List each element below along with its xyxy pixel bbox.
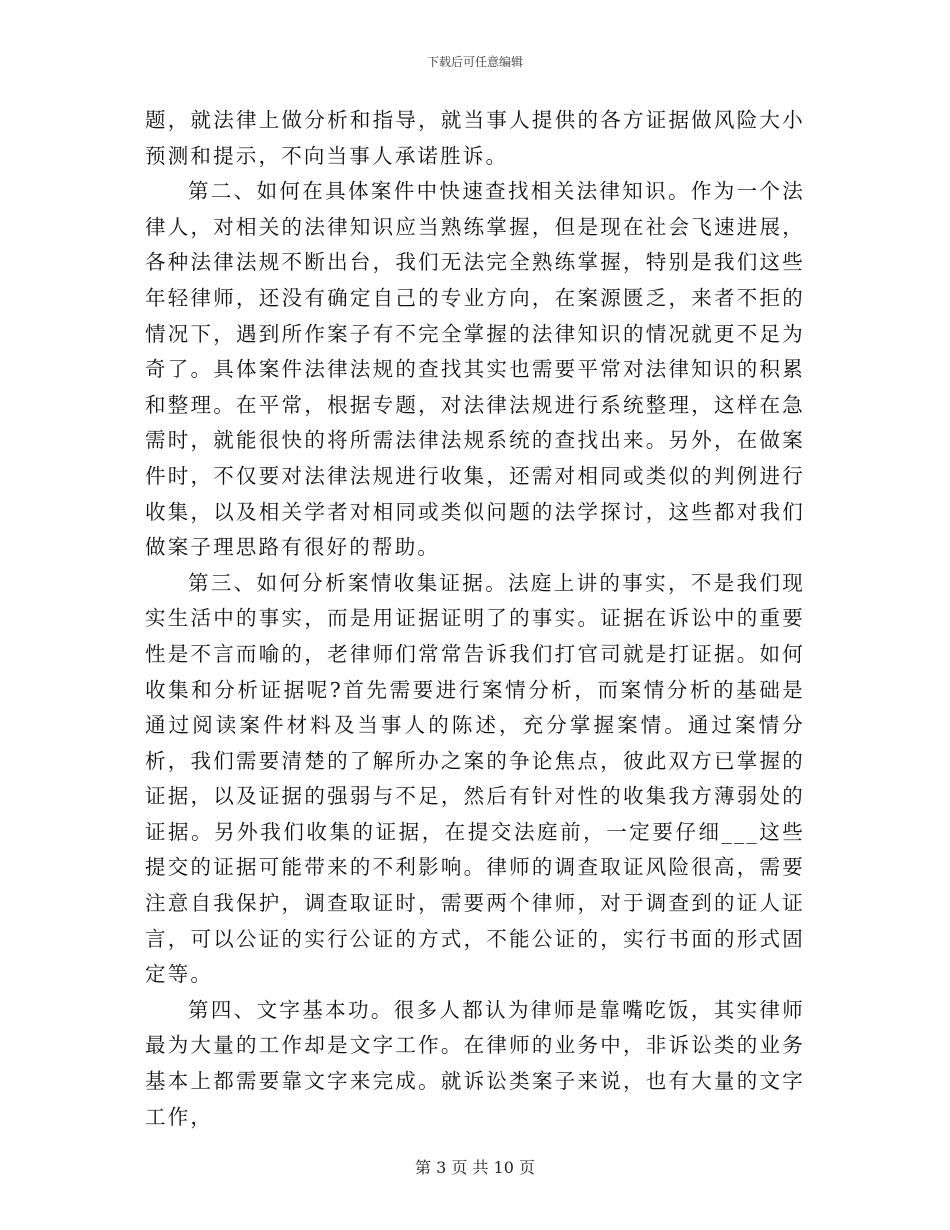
- paragraph-second: 第二、如何在具体案件中快速查找相关法律知识。作为一个法律人，对相关的法律知识应当熟练掌握，但是现在社会飞速进展，各种法律法规不断出台，我们无法完全熟练掌握，特别是我们这些年轻律师，还没有确定自己的专业方向，在案源匮乏，来者不拒的情况下，遇到所作案子有不完全掌握的法律知识的情况就更不足为奇了。具体案件法律法规的查找其实也需要平常对法律知识的积累和整理。在平常，根据专题，对法律法规进行系统整理，这样在急需时，就能很快的将所需法律法规系统的查找出来。另外，在做案件时，不仅要对法律法规进行收集，还需对相同或类似的判例进行收集，以及相关学者对相同或类似问题的法学探讨，这些都对我们做案子理思路有很好的帮助。: [145, 179, 805, 560]
- paragraph-fourth: 第四、文字基本功。很多人都认为律师是靠嘴吃饭，其实律师最为大量的工作却是文字工作。在律师的业务中，非诉讼类的业务基本上都需要靠文字来完成。就诉讼类案子来说，也有大量的文字工作，: [145, 997, 805, 1129]
- page-header-note: 下载后可任意编辑: [426, 55, 523, 69]
- document-body: [145, 103, 805, 1135]
- paragraph-third: 第三、如何分析案情收集证据。法庭上讲的事实，不是我们现实生活中的事实，而是用证据证明了的事实。证据在诉讼中的重要性是不言而喻的，老律师们常常告诉我们打官司就是打证据。如何收集和分析证据呢?首先需要进行案情分析，而案情分析的基础是通过阅读案件材料及当事人的陈述，充分掌握案情。通过案情分析，我们需要清楚的了解所办之案的争论焦点，彼此双方已掌握的证据，以及证据的强弱与不足，然后有针对性的收集我方薄弱处的证据。另外我们收集的证据，在提交法庭前，一定要仔细___这些提交的证据可能带来的不利影响。律师的调查取证风险很高，需要注意自我保护，调查取证时，需要两个律师，对于调查到的证人证言，可以公证的实行公证的方式，不能公证的，实行书面的形式固定等。: [145, 570, 805, 987]
- paragraph-continuation: 题，就法律上做分析和指导，就当事人提供的各方证据做风险大小预测和提示，不向当事人承诺胜诉。: [145, 108, 805, 168]
- page-number-footer: 第 3 页 共 10 页: [415, 1158, 535, 1177]
